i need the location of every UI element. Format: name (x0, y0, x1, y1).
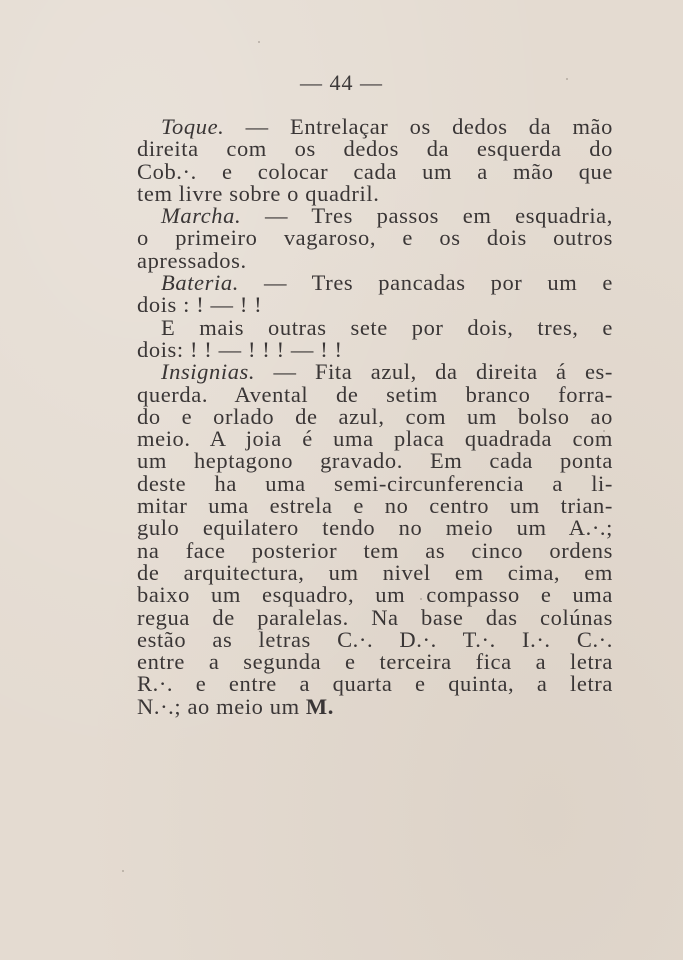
text-line: R.·. e entre a quarta e quinta, a letra (137, 671, 613, 697)
final-text: N.·.; ao meio um (137, 693, 306, 719)
text-line-toque (137, 116, 613, 138)
term-insignias: Insignias. (161, 359, 256, 385)
text-line: apressados. (137, 247, 247, 273)
term-toque: Toque. (161, 114, 225, 139)
text-line: do e orlado de azul, com um bolso ao (137, 403, 613, 429)
text-line: dois: ! ! — ! ! ! — ! ! (137, 336, 343, 362)
text-line: de arquitectura, um nivel em cima, em (137, 559, 613, 585)
text-line: na face posterior tem as cinco ordens (137, 537, 613, 563)
term-bateria: Bateria. (161, 270, 239, 296)
text-line-bateria (137, 272, 613, 294)
text-line-final (137, 693, 613, 719)
text-line: gulo equilatero tendo no meio um A.·.; (137, 515, 613, 541)
text-line: o primeiro vagaroso, e os dois outros (137, 225, 613, 251)
text-line: estão as letras C.·. D.·. T.·. I.·. C.·. (137, 626, 613, 652)
text-line: querda. Avental de setim branco forra- (137, 381, 613, 407)
marcha-text: — Tres passos em esquadria, (241, 203, 613, 229)
text-line: Cob.·. e colocar cada um a mão que (137, 158, 613, 184)
final-letter: M. (305, 693, 334, 719)
text-line: um heptagono gravado. Em cada ponta (137, 448, 613, 474)
text-line: tem livre sobre o quadril. (137, 180, 380, 206)
text-line: entre a segunda e terceira fica a letra (137, 649, 613, 675)
text-line: deste ha uma semi-circunferencia a li- (137, 470, 613, 496)
paper-speck (258, 41, 260, 43)
text-line-insignias (137, 361, 613, 383)
text-line: direita com os dedos da esquerda do (137, 136, 613, 162)
toque-text: — Entrelaçar os dedos da mão (224, 114, 613, 139)
text-line: meio. A joia é uma placa quadrada com (137, 426, 613, 452)
text-line: mitar uma estrela e no centro um trian- (137, 493, 613, 519)
text-line: E mais outras sete por dois, tres, e (161, 314, 613, 340)
page-number: — 44 — (300, 70, 383, 95)
text-line: regua de paralelas. Na base das colúnas (137, 604, 613, 630)
bateria-text: — Tres pancadas por um e (238, 270, 613, 296)
text-line-marcha (137, 205, 613, 227)
insignias-text: — Fita azul, da direita á es- (255, 359, 613, 385)
text-line: baixo um esquadro, um compasso e uma (137, 582, 613, 608)
paper-speck (420, 598, 422, 600)
paper-speck (603, 430, 605, 432)
paper-speck (566, 78, 568, 80)
term-marcha: Marcha. (161, 203, 242, 229)
text-line: dois : ! — ! ! (137, 292, 263, 318)
page-text (137, 116, 613, 718)
paper-speck (122, 870, 124, 872)
